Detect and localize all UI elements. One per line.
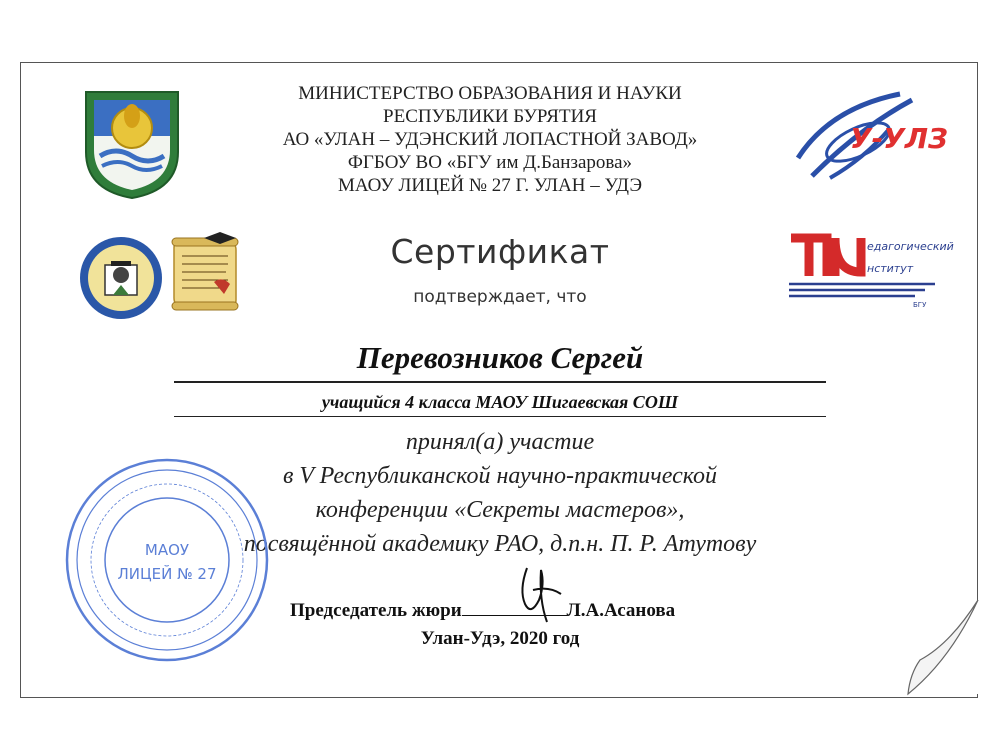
header-line: РЕСПУБЛИКИ БУРЯТИЯ [383,106,597,127]
pi-logo-line3: БГУ [913,301,927,309]
header-line: МАОУ ЛИЦЕЙ № 27 Г. УЛАН – УДЭ [337,175,643,196]
uulz-logo [790,88,950,188]
jury-chair-name: Л.А.Асанова [566,600,676,621]
buryatia-emblem [80,82,184,205]
signature [505,560,575,635]
jury-chair-line [290,600,675,622]
body-line: конференции «Секреты мастеров», [315,497,685,523]
pi-logo-line1: едагогический [867,240,954,253]
header-line: АО «УЛАН – УДЭНСКИЙ ЛОПАСТНОЙ ЗАВОД» [282,129,698,150]
pi-logo-line2: нститут [867,262,914,275]
certificate-title: Сертификат [390,232,610,271]
body-line: принял(а) участие [405,429,595,455]
body-line: посвящённой академику РАО, д.п.н. П. Р. Атутову [243,531,757,557]
stamp-line2: ЛИЦЕЙ № 27 [117,565,217,583]
city-year: Улан-Удэ, 2020 год [420,628,580,649]
page-curl [880,600,980,705]
stamp-line1: МАОУ [144,541,190,559]
header-line: ФГБОУ ВО «БГУ им Д.Банзарова» [347,152,633,173]
body-line: в V Республиканской научно-практической [282,463,718,489]
recipient-name: Перевозников Сергей [356,340,644,375]
jury-chair-label: Председатель жюри [290,600,462,621]
organizations-header [230,82,750,197]
student-info: учащийся 4 класса МАОУ Шигаевская СОШ [321,392,679,412]
certificate-subtitle: подтверждает, что [413,287,587,307]
name-underline [174,381,826,383]
student-underline [174,416,826,417]
header-line: МИНИСТЕРСТВО ОБРАЗОВАНИЯ И НАУКИ [298,83,682,104]
uulz-logo-text: У-УЛЗ [850,122,948,155]
